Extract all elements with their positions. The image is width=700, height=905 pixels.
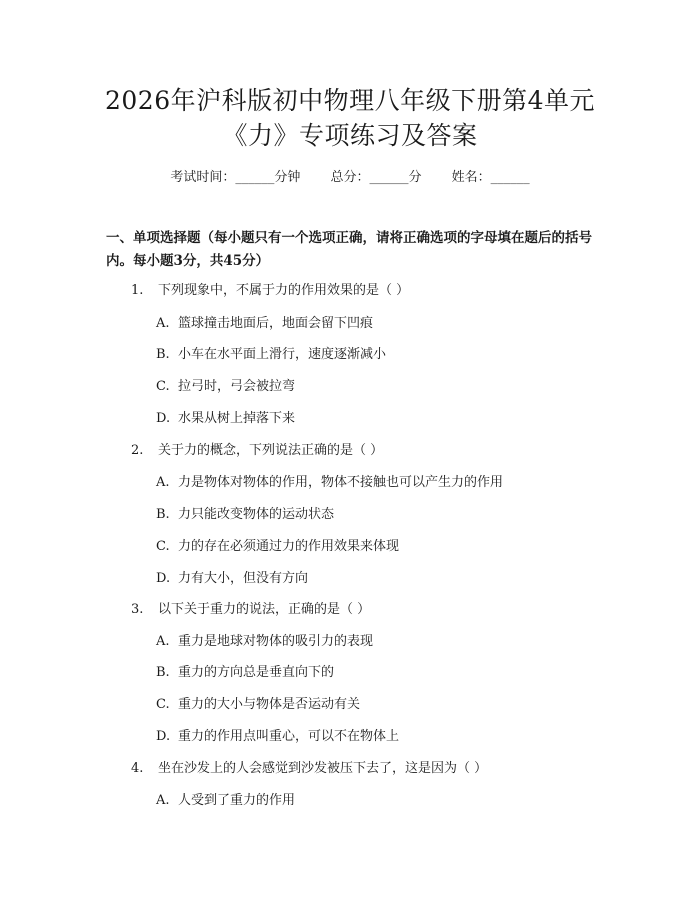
- option-2d: [156, 569, 308, 589]
- question-number: 4.: [131, 761, 144, 776]
- option-letter: B.: [156, 347, 170, 362]
- exam-meta: [0, 168, 700, 188]
- option-1d: [156, 409, 295, 429]
- option-letter: A.: [156, 316, 170, 331]
- option-2c: [156, 537, 399, 557]
- option-letter: B.: [156, 665, 170, 680]
- option-letter: A.: [156, 634, 170, 649]
- option-text: 力是物体对物体的作用，物体不接触也可以产生力的作用: [178, 475, 504, 490]
- question-number: 1.: [131, 283, 144, 298]
- option-1a: [156, 314, 373, 334]
- question-text: 下列现象中，不属于力的作用效果的是（ ）: [158, 283, 410, 298]
- question-1: [131, 281, 409, 301]
- option-text: 水果从树上掉落下来: [178, 411, 296, 426]
- question-text: 以下关于重力的说法，正确的是（ ）: [158, 602, 371, 617]
- option-letter: C.: [156, 379, 170, 394]
- option-text: 人受到了重力的作用: [178, 793, 296, 808]
- question-number: 3.: [131, 602, 144, 617]
- option-letter: C.: [156, 539, 170, 554]
- question-text: 关于力的概念，下列说法正确的是（ ）: [158, 443, 384, 458]
- option-text: 力有大小，但没有方向: [178, 571, 309, 586]
- option-3b: [156, 663, 334, 683]
- question-text: 坐在沙发上的人会感觉到沙发被压下去了，这是因为（ ）: [158, 761, 488, 776]
- option-3d: [156, 727, 399, 747]
- option-2a: [156, 473, 503, 493]
- option-letter: A.: [156, 793, 170, 808]
- option-letter: D.: [156, 411, 171, 426]
- title-line-1: 2026年沪科版初中物理八年级下册第4单元: [104, 86, 596, 115]
- option-text: 重力的大小与物体是否运动有关: [178, 697, 361, 712]
- option-letter: A.: [156, 475, 170, 490]
- option-text: 重力的作用点叫重心，可以不在物体上: [178, 729, 400, 744]
- option-text: 拉弓时，弓会被拉弯: [178, 379, 296, 394]
- option-3c: [156, 695, 360, 715]
- option-text: 重力的方向总是垂直向下的: [178, 665, 335, 680]
- section-heading: 一、单项选择题（每小题只有一个选项正确，请将正确选项的字母填在题后的括号内。每小题3分，共45分）: [106, 230, 592, 269]
- option-letter: B.: [156, 507, 170, 522]
- question-number: 2.: [131, 443, 144, 458]
- option-text: 篮球撞击地面后，地面会留下凹痕: [178, 316, 374, 331]
- student-name: 姓名：______: [451, 170, 530, 185]
- option-4a: [156, 791, 295, 811]
- option-text: 力的存在必须通过力的作用效果来体现: [178, 539, 400, 554]
- option-1b: [156, 345, 386, 365]
- option-3a: [156, 632, 373, 652]
- option-1c: [156, 377, 295, 397]
- exam-time: 考试时间：______分钟: [170, 170, 301, 185]
- question-4: [131, 759, 487, 779]
- option-letter: D.: [156, 729, 171, 744]
- question-3: [131, 600, 370, 620]
- option-text: 力只能改变物体的运动状态: [178, 507, 335, 522]
- option-text: 重力是地球对物体的吸引力的表现: [178, 634, 374, 649]
- option-letter: D.: [156, 571, 171, 586]
- option-letter: C.: [156, 697, 170, 712]
- total-score: 总分：______分: [330, 170, 422, 185]
- title-line-2: 《力》专项练习及答案: [222, 121, 478, 150]
- option-2b: [156, 505, 334, 525]
- option-text: 小车在水平面上滑行，速度逐渐减小: [178, 347, 387, 362]
- question-2: [131, 441, 383, 461]
